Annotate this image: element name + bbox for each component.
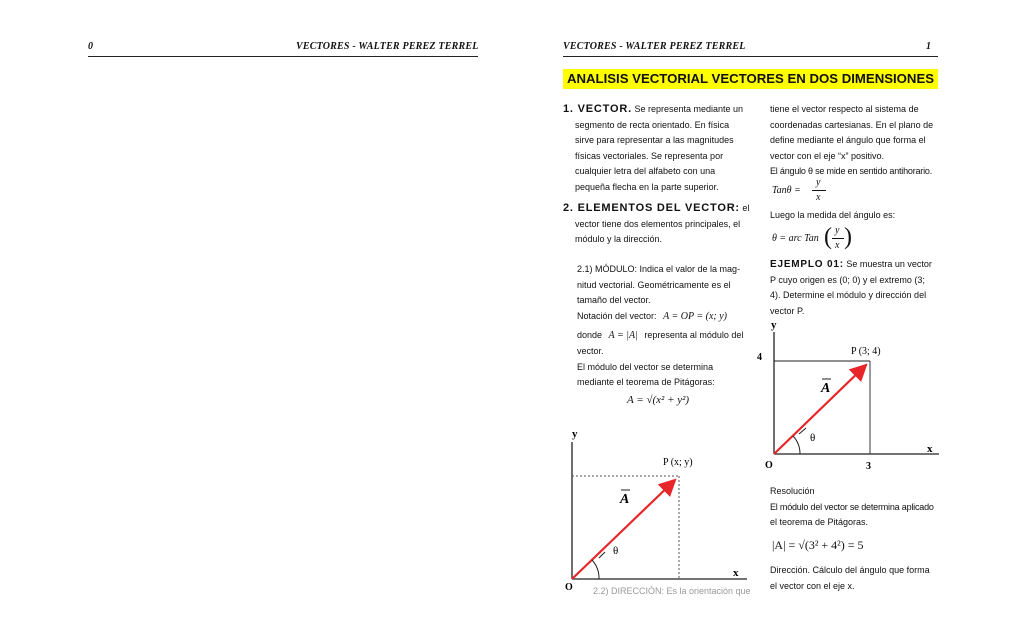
example-01 bbox=[770, 257, 940, 319]
example-heading-line bbox=[770, 257, 940, 273]
page-title: ANALISIS VECTORIAL VECTORES EN DOS DIMENSIONES bbox=[563, 69, 938, 89]
text-line: físicas vectoriales. Se representa por bbox=[575, 150, 724, 161]
text-line: cualquier letra del alfabeto con una bbox=[575, 166, 716, 177]
text-line: tiene el vector respecto al sistema de bbox=[770, 104, 919, 114]
text-line: El módulo del vector se determina bbox=[577, 361, 714, 372]
text-line: el vector con el eje x. bbox=[770, 580, 855, 591]
text-line: nitud vectorial. Geométricamente es el bbox=[577, 279, 731, 290]
tan-lhs: Tanθ = bbox=[772, 185, 801, 196]
section-2 bbox=[563, 201, 753, 248]
module-paragraph bbox=[577, 262, 755, 391]
origin-label: O bbox=[565, 582, 573, 593]
x-axis-label: x bbox=[927, 443, 933, 455]
text-line: coordenadas cartesianas. En el plano de bbox=[770, 119, 934, 130]
donde-tail: representa al módulo del bbox=[644, 330, 744, 341]
angle-arc bbox=[592, 560, 599, 579]
fraction-denominator: x bbox=[835, 240, 840, 251]
y-axis-label: y bbox=[572, 428, 578, 440]
vector-arrow bbox=[774, 365, 866, 454]
right-page-number: 1 bbox=[926, 41, 932, 52]
example-title: EJEMPLO 01: bbox=[770, 259, 844, 270]
text-line: El ángulo θ se mide en sentido antihorario. bbox=[770, 166, 933, 177]
text-line: sirve para representar a las magnitudes bbox=[575, 135, 734, 146]
text-line: Resolución bbox=[770, 486, 815, 496]
text-line: tamaño del vector. bbox=[577, 295, 651, 306]
right-header-rule bbox=[563, 56, 938, 57]
text-line: segmento de recta orientado. En física bbox=[575, 119, 730, 130]
right-running-title: VECTORES - WALTER PEREZ TERREL bbox=[563, 41, 746, 52]
direction bbox=[770, 563, 942, 594]
text-line: P cuyo origen es (0; 0) y el extremo (3; bbox=[770, 274, 925, 285]
left-header-rule bbox=[88, 56, 478, 57]
fraction-denominator: x bbox=[816, 192, 821, 203]
vector-label: A bbox=[821, 381, 831, 396]
fraction-numerator: y bbox=[835, 225, 840, 236]
x-tick-label: 3 bbox=[866, 461, 871, 472]
text-line: 4). Determine el módulo y dirección del bbox=[770, 290, 927, 301]
column-2-intro bbox=[770, 102, 940, 180]
notation-label: Notación del vector: bbox=[577, 310, 657, 321]
section-2-heading: 2. ELEMENTOS DEL VECTOR: bbox=[563, 202, 740, 214]
text-line: pequeña flecha en la parte superior. bbox=[575, 181, 719, 192]
donde-label: donde bbox=[577, 330, 603, 341]
y-axis-label: y bbox=[771, 319, 777, 331]
angle-label: θ bbox=[613, 545, 619, 557]
notation-line bbox=[577, 309, 755, 325]
text-line: define mediante el ángulo que forma el bbox=[770, 135, 926, 146]
text-line: vector con el eje “x” positivo. bbox=[770, 150, 885, 161]
y-tick-label: 4 bbox=[757, 352, 762, 363]
angle-arc bbox=[793, 436, 800, 454]
text-line: Dirección. Cálculo del ángulo que forma bbox=[770, 565, 930, 575]
text-line: mediante el teorema de Pitágoras: bbox=[577, 377, 715, 388]
left-running-title: VECTORES - WALTER PEREZ TERREL bbox=[296, 41, 479, 52]
section-1-body bbox=[563, 118, 753, 196]
vector-label: A bbox=[620, 492, 630, 507]
right-paren: ) bbox=[844, 224, 852, 250]
point-label: P (x; y) bbox=[663, 457, 693, 468]
notation-formula: A = OP = (x; y) bbox=[663, 310, 728, 322]
vector-diagram-2 bbox=[755, 314, 945, 474]
angle-label: θ bbox=[810, 432, 816, 444]
text-line: vector tiene dos elementos principales, el bbox=[575, 218, 741, 229]
cutoff-text: 2.2) DIRECCIÓN: Es la orientación que bbox=[593, 586, 751, 596]
text-line: el teorema de Pitágoras. bbox=[770, 517, 869, 528]
resolution bbox=[770, 484, 942, 531]
text-line: 2.1) MÓDULO: Indica el valor de la mag- bbox=[577, 264, 741, 274]
section-2-heading-line bbox=[563, 201, 753, 217]
fraction-bar bbox=[832, 238, 844, 239]
donde-line bbox=[577, 328, 755, 344]
point-label: P (3; 4) bbox=[851, 346, 881, 357]
luego-text: Luego la medida del ángulo es: bbox=[770, 210, 896, 220]
column-1 bbox=[563, 102, 753, 196]
arctan-lhs: θ = arc Tan bbox=[772, 233, 819, 244]
text-line: El módulo del vector se determina aplicado bbox=[770, 501, 934, 512]
module-formula: |A| = √(3² + 4²) = 5 bbox=[772, 538, 864, 552]
x-axis-label: x bbox=[733, 567, 739, 579]
donde-formula: A = |A| bbox=[608, 330, 638, 342]
section-2-body bbox=[563, 217, 753, 248]
vector-diagram-1 bbox=[555, 424, 755, 596]
example-first-line: Se muestra un vector bbox=[846, 259, 932, 269]
left-paren: ( bbox=[824, 224, 832, 250]
text-line: vector. bbox=[577, 345, 604, 356]
fraction-bar bbox=[812, 190, 826, 191]
section-1-heading: 1. VECTOR. bbox=[563, 103, 632, 115]
text-line: vector P. bbox=[770, 305, 805, 316]
left-page-number: 0 bbox=[88, 41, 94, 52]
pythagoras-formula: A = √(x² + y²) bbox=[627, 394, 690, 406]
text-line: módulo y la dirección. bbox=[575, 234, 663, 245]
origin-label: O bbox=[765, 460, 773, 471]
section-1-heading-line bbox=[563, 102, 753, 118]
fraction-numerator: y bbox=[816, 177, 821, 188]
section-2-heading-tail: el bbox=[742, 203, 750, 213]
section-1-first-line: Se representa mediante un bbox=[634, 104, 744, 114]
